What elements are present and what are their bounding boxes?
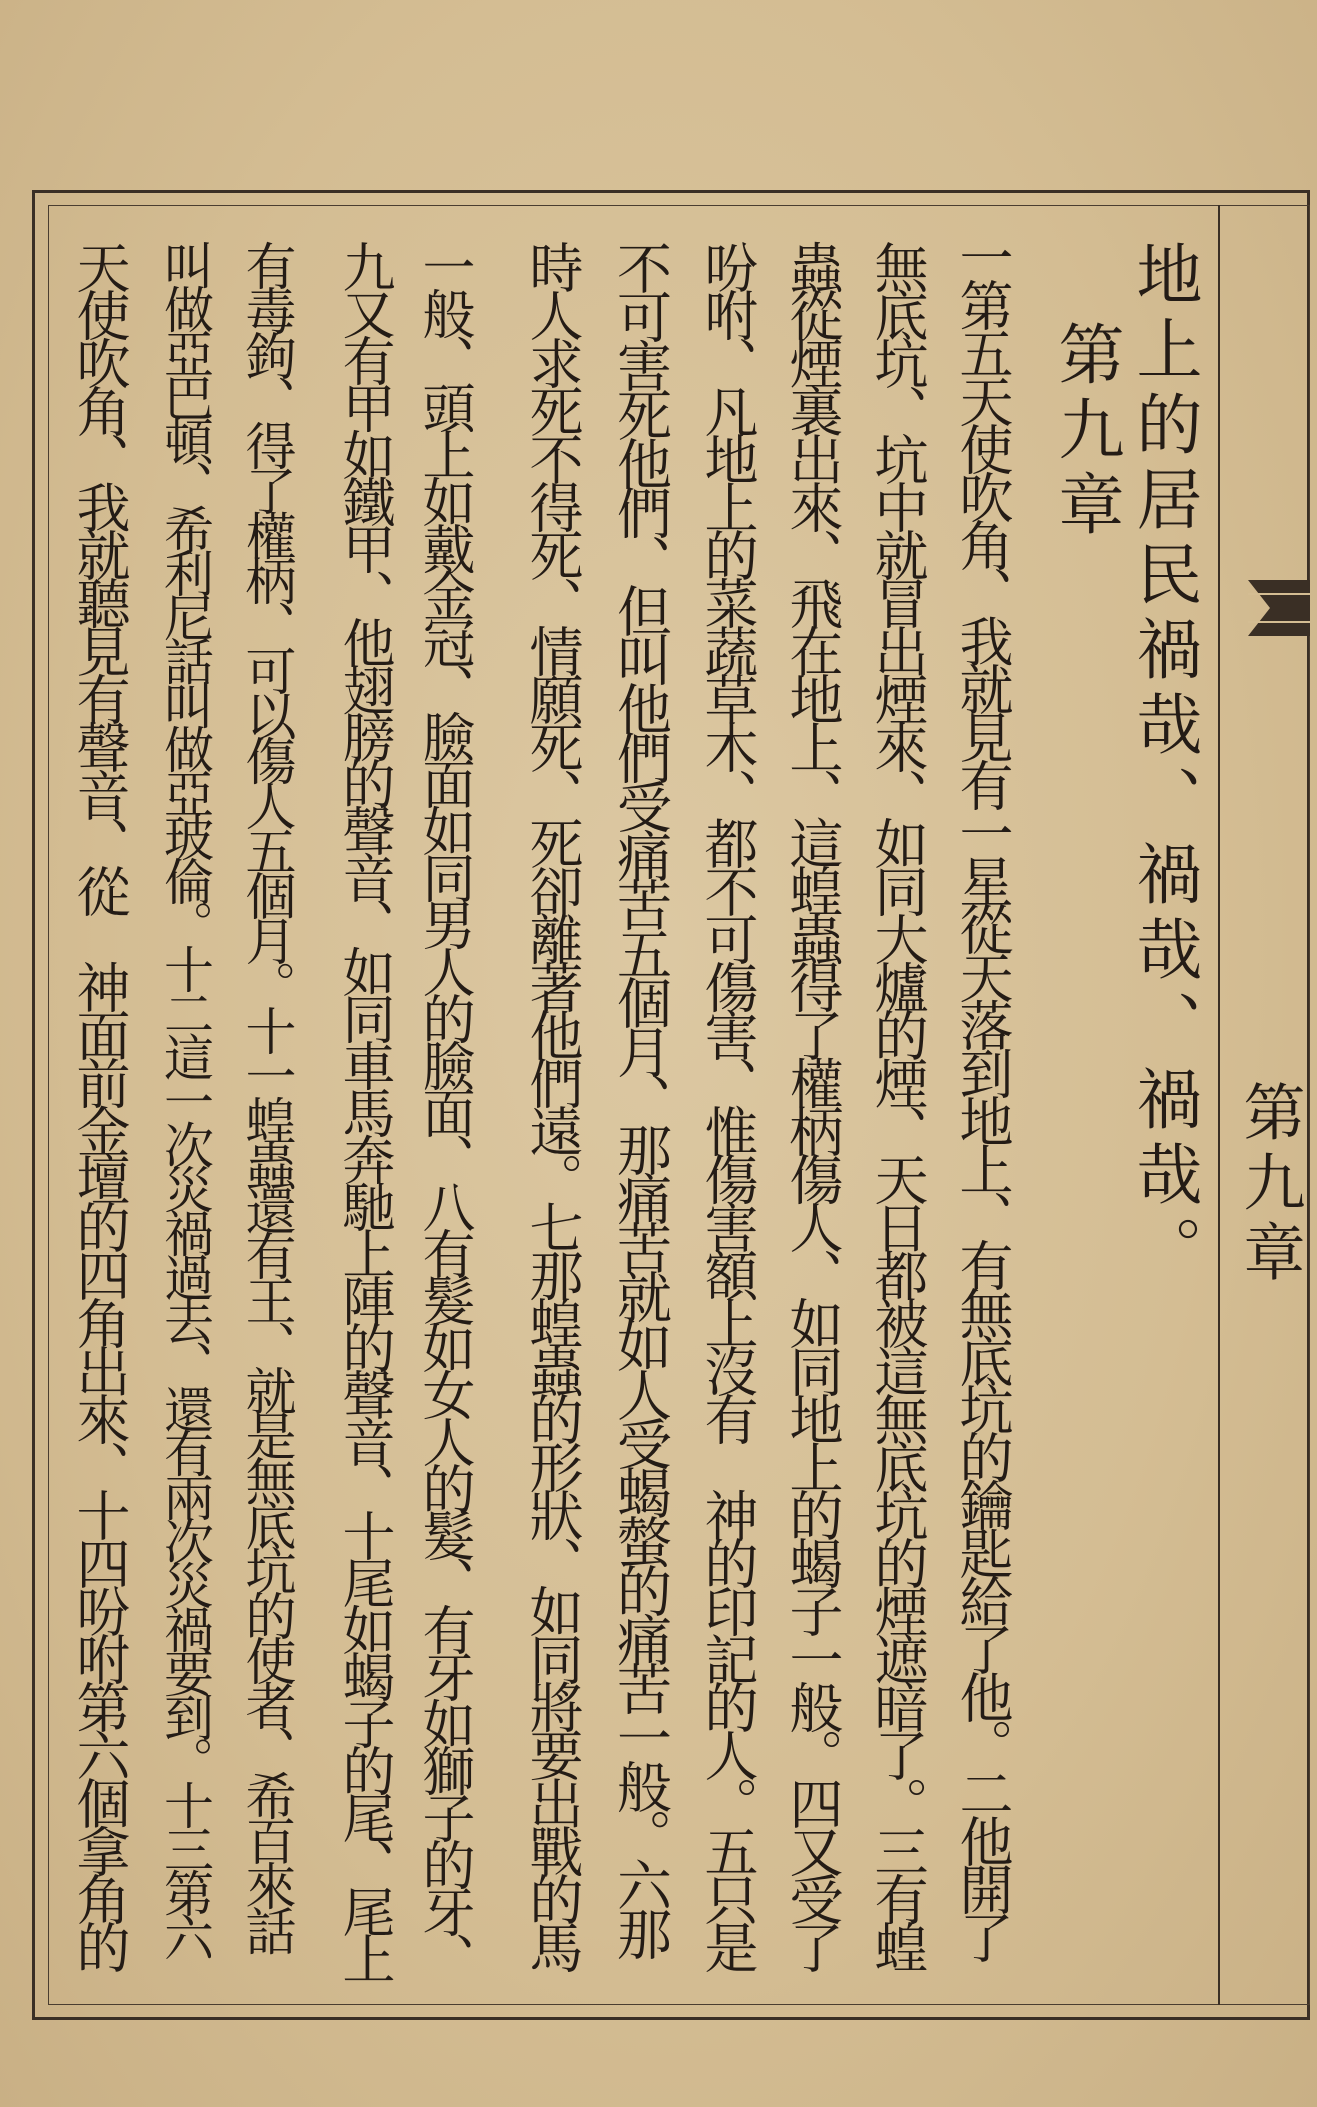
text-column: 有毒鉤、得了權柄、可以傷人五個月。十一蝗蟲還有王、就是無底坑的使者、希百來話 xyxy=(236,240,295,1950)
text-column: 吩咐、凡地上的菜蔬草木、都不可傷害、惟傷害額上沒有 神的印記的人。五只是 xyxy=(696,240,759,1968)
text-column: 天使吹角、我就聽見有聲音、從 神面前金壇的四角出來、十四吩咐第六個拿角的 xyxy=(68,240,131,1968)
text-column: 時人求死不得死、情願死、死卻離著他們遠。七那蝗蟲的形狀、如同將要出戰的馬 xyxy=(521,240,584,1968)
text-column: 不可害死他們、但叫他們受痛苦五個月、那痛苦就如人受蝎螫的痛苦一般。六那 xyxy=(608,240,672,1955)
text-column: 九又有甲如鐵甲、他翅膀的聲音、如同車馬奔馳上陣的聲音、十尾如蝎子的尾、尾上 xyxy=(334,240,395,1979)
chapter-heading: 第九章 xyxy=(1047,320,1124,545)
running-header-chapter: 第九章 xyxy=(1233,1080,1306,1290)
margin-divider xyxy=(1218,205,1220,2005)
text-column: 叫做亞巴頓、希利尼話叫做亞玻倫。十二這一次災禍過去、還有兩次災禍要到。十三第六 xyxy=(156,240,214,1956)
text-column: 地上的居民禍哉、禍哉、禍哉。 xyxy=(1125,240,1202,1290)
text-column: 蟲從煙裏出來、飛在地上、這蝗蟲得了權柄傷人、如同地上的蝎子一般。四又受了 xyxy=(781,240,844,1968)
text-column: 一第五天使吹角、我就見有一星從天落到地上、有無底坑的鑰匙給了他。二他開了 xyxy=(951,230,1014,1958)
text-column: 無底坑、坑中就冒出煙來、如同大爐的煙、天日都被這無底坑的煙遮暗了。三有蝗 xyxy=(866,240,929,1968)
fish-tail-marker-icon xyxy=(1248,580,1310,636)
text-column: 一般、頭上如戴金冠、臉面如同男人的臉面、八有髮如女人的髮、有牙如獅子的牙、 xyxy=(414,240,475,1979)
